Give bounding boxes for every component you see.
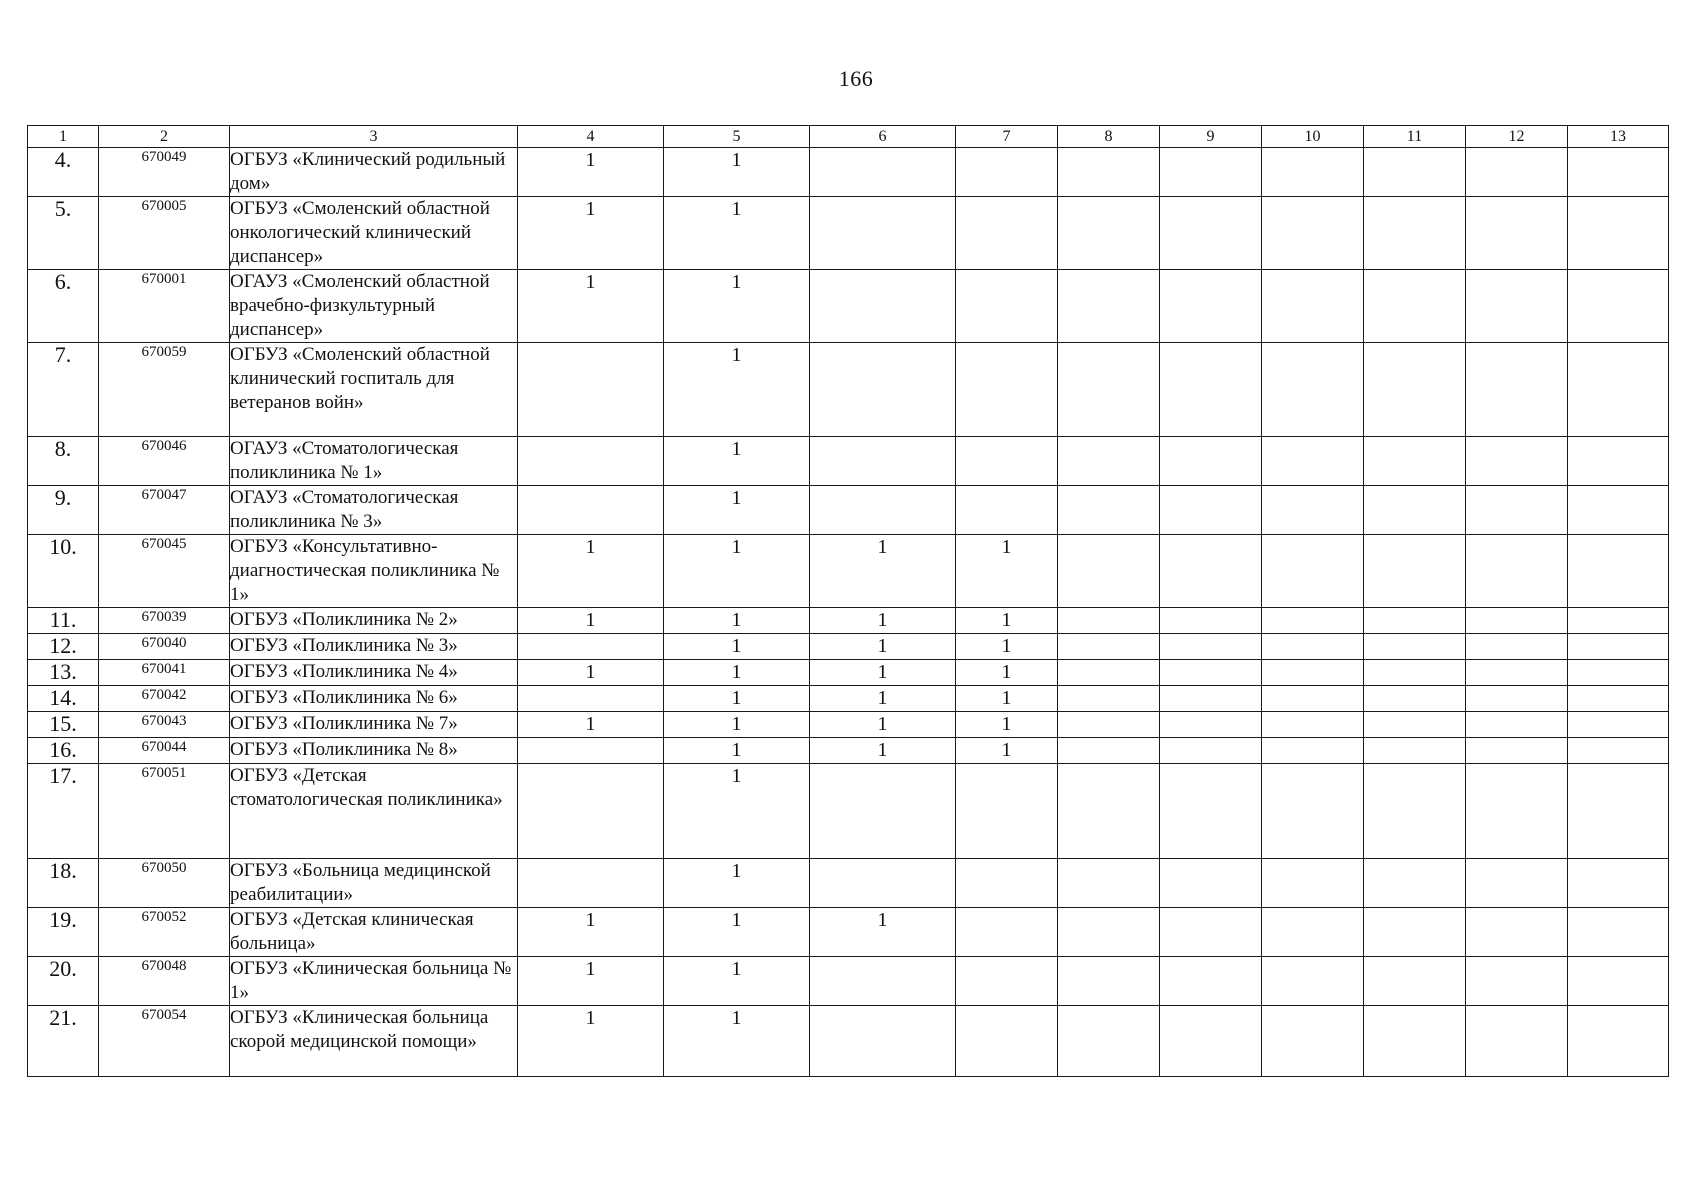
organization-code: 670001 — [99, 270, 230, 343]
organization-code: 670048 — [99, 957, 230, 1006]
value-cell-col-7 — [956, 270, 1058, 343]
value-cell-col-11 — [1364, 957, 1466, 1006]
table-row — [28, 764, 1669, 859]
value-cell-col-6 — [810, 486, 956, 535]
value-cell-col-7: 1 — [956, 712, 1058, 738]
value-cell-col-8 — [1058, 634, 1160, 660]
value-cell-col-11 — [1364, 608, 1466, 634]
value-cell-col-4 — [518, 634, 664, 660]
value-cell-col-5: 1 — [664, 608, 810, 634]
table-row — [28, 1006, 1669, 1077]
column-header-6: 6 — [810, 126, 956, 148]
row-number: 10. — [28, 535, 99, 608]
data-table — [27, 125, 1669, 1077]
value-cell-col-7: 1 — [956, 660, 1058, 686]
value-cell-col-8 — [1058, 343, 1160, 437]
column-header-4: 4 — [518, 126, 664, 148]
value-cell-col-9 — [1160, 634, 1262, 660]
value-cell-col-9 — [1160, 957, 1262, 1006]
table-row — [28, 908, 1669, 957]
table-row — [28, 957, 1669, 1006]
value-cell-col-7 — [956, 486, 1058, 535]
value-cell-col-10 — [1262, 634, 1364, 660]
table-row — [28, 686, 1669, 712]
value-cell-col-12 — [1466, 148, 1568, 197]
column-header-8: 8 — [1058, 126, 1160, 148]
value-cell-col-8 — [1058, 859, 1160, 908]
value-cell-col-12 — [1466, 1006, 1568, 1077]
column-header-11: 11 — [1364, 126, 1466, 148]
value-cell-col-6 — [810, 197, 956, 270]
value-cell-col-4 — [518, 686, 664, 712]
value-cell-col-9 — [1160, 535, 1262, 608]
value-cell-col-11 — [1364, 535, 1466, 608]
value-cell-col-5: 1 — [664, 660, 810, 686]
value-cell-col-11 — [1364, 634, 1466, 660]
table-row — [28, 270, 1669, 343]
value-cell-col-7: 1 — [956, 686, 1058, 712]
value-cell-col-11 — [1364, 660, 1466, 686]
value-cell-col-7 — [956, 764, 1058, 859]
column-header-13: 13 — [1568, 126, 1669, 148]
column-header-9: 9 — [1160, 126, 1262, 148]
value-cell-col-10 — [1262, 437, 1364, 486]
value-cell-col-5: 1 — [664, 957, 810, 1006]
value-cell-col-10 — [1262, 660, 1364, 686]
organization-code: 670049 — [99, 148, 230, 197]
organization-code: 670039 — [99, 608, 230, 634]
value-cell-col-12 — [1466, 764, 1568, 859]
value-cell-col-12 — [1466, 197, 1568, 270]
column-header-7: 7 — [956, 126, 1058, 148]
value-cell-col-10 — [1262, 957, 1364, 1006]
organization-code: 670051 — [99, 764, 230, 859]
value-cell-col-7 — [956, 148, 1058, 197]
value-cell-col-6 — [810, 957, 956, 1006]
value-cell-col-12 — [1466, 437, 1568, 486]
row-number: 16. — [28, 738, 99, 764]
value-cell-col-10 — [1262, 608, 1364, 634]
value-cell-col-10 — [1262, 1006, 1364, 1077]
value-cell-col-10 — [1262, 343, 1364, 437]
value-cell-col-5: 1 — [664, 712, 810, 738]
value-cell-col-5: 1 — [664, 634, 810, 660]
value-cell-col-5: 1 — [664, 197, 810, 270]
value-cell-col-4: 1 — [518, 608, 664, 634]
value-cell-col-13 — [1568, 908, 1669, 957]
value-cell-col-5: 1 — [664, 686, 810, 712]
value-cell-col-4: 1 — [518, 148, 664, 197]
value-cell-col-12 — [1466, 535, 1568, 608]
value-cell-col-5: 1 — [664, 343, 810, 437]
organization-name: ОГБУЗ «Клиническая больница № 1» — [230, 957, 518, 1006]
organization-name: ОГБУЗ «Поликлиника № 3» — [230, 634, 518, 660]
organization-name: ОГБУЗ «Детская стоматологическая поликлиника» — [230, 764, 518, 859]
table-row — [28, 608, 1669, 634]
value-cell-col-6 — [810, 437, 956, 486]
value-cell-col-13 — [1568, 738, 1669, 764]
value-cell-col-13 — [1568, 712, 1669, 738]
value-cell-col-4 — [518, 486, 664, 535]
value-cell-col-9 — [1160, 197, 1262, 270]
organization-code: 670041 — [99, 660, 230, 686]
value-cell-col-8 — [1058, 270, 1160, 343]
value-cell-col-12 — [1466, 486, 1568, 535]
row-number: 11. — [28, 608, 99, 634]
value-cell-col-4 — [518, 859, 664, 908]
value-cell-col-10 — [1262, 712, 1364, 738]
table-row — [28, 634, 1669, 660]
value-cell-col-5: 1 — [664, 738, 810, 764]
value-cell-col-5: 1 — [664, 437, 810, 486]
value-cell-col-6: 1 — [810, 608, 956, 634]
value-cell-col-12 — [1466, 686, 1568, 712]
value-cell-col-6 — [810, 270, 956, 343]
value-cell-col-11 — [1364, 908, 1466, 957]
value-cell-col-5: 1 — [664, 908, 810, 957]
value-cell-col-11 — [1364, 486, 1466, 535]
column-header-1: 1 — [28, 126, 99, 148]
row-number: 7. — [28, 343, 99, 437]
row-number: 15. — [28, 712, 99, 738]
value-cell-col-5: 1 — [664, 486, 810, 535]
value-cell-col-6: 1 — [810, 535, 956, 608]
row-number: 18. — [28, 859, 99, 908]
table-row — [28, 486, 1669, 535]
value-cell-col-4 — [518, 343, 664, 437]
row-number: 12. — [28, 634, 99, 660]
value-cell-col-4: 1 — [518, 1006, 664, 1077]
organization-name: ОГБУЗ «Больница медицинской реабилитации» — [230, 859, 518, 908]
value-cell-col-12 — [1466, 859, 1568, 908]
value-cell-col-13 — [1568, 634, 1669, 660]
value-cell-col-13 — [1568, 764, 1669, 859]
column-header-2: 2 — [99, 126, 230, 148]
value-cell-col-9 — [1160, 437, 1262, 486]
value-cell-col-13 — [1568, 1006, 1669, 1077]
value-cell-col-4: 1 — [518, 712, 664, 738]
value-cell-col-11 — [1364, 197, 1466, 270]
value-cell-col-6 — [810, 1006, 956, 1077]
value-cell-col-12 — [1466, 712, 1568, 738]
value-cell-col-13 — [1568, 859, 1669, 908]
table-row — [28, 148, 1669, 197]
value-cell-col-8 — [1058, 437, 1160, 486]
row-number: 14. — [28, 686, 99, 712]
value-cell-col-12 — [1466, 608, 1568, 634]
value-cell-col-11 — [1364, 1006, 1466, 1077]
value-cell-col-7 — [956, 908, 1058, 957]
organization-code: 670045 — [99, 535, 230, 608]
value-cell-col-8 — [1058, 486, 1160, 535]
organization-code: 670042 — [99, 686, 230, 712]
row-number: 13. — [28, 660, 99, 686]
value-cell-col-8 — [1058, 608, 1160, 634]
value-cell-col-12 — [1466, 343, 1568, 437]
value-cell-col-8 — [1058, 686, 1160, 712]
organization-code: 670047 — [99, 486, 230, 535]
value-cell-col-6: 1 — [810, 712, 956, 738]
value-cell-col-8 — [1058, 764, 1160, 859]
value-cell-col-11 — [1364, 738, 1466, 764]
table-row — [28, 343, 1669, 437]
value-cell-col-9 — [1160, 686, 1262, 712]
value-cell-col-12 — [1466, 908, 1568, 957]
organization-code: 670044 — [99, 738, 230, 764]
value-cell-col-12 — [1466, 270, 1568, 343]
value-cell-col-9 — [1160, 738, 1262, 764]
organization-code: 670059 — [99, 343, 230, 437]
page-number: 166 — [838, 66, 874, 91]
value-cell-col-13 — [1568, 270, 1669, 343]
value-cell-col-6 — [810, 148, 956, 197]
table-row — [28, 535, 1669, 608]
value-cell-col-6: 1 — [810, 738, 956, 764]
value-cell-col-11 — [1364, 343, 1466, 437]
value-cell-col-7: 1 — [956, 608, 1058, 634]
value-cell-col-11 — [1364, 712, 1466, 738]
value-cell-col-8 — [1058, 957, 1160, 1006]
column-header-5: 5 — [664, 126, 810, 148]
organization-name: ОГБУЗ «Смоленский областной онкологический клинический диспансер» — [230, 197, 518, 270]
value-cell-col-13 — [1568, 608, 1669, 634]
value-cell-col-13 — [1568, 957, 1669, 1006]
table-row — [28, 712, 1669, 738]
value-cell-col-6: 1 — [810, 686, 956, 712]
row-number: 5. — [28, 197, 99, 270]
organization-name: ОГБУЗ «Консультативно-диагностическая поликлиника № 1» — [230, 535, 518, 608]
value-cell-col-9 — [1160, 148, 1262, 197]
organization-code: 670052 — [99, 908, 230, 957]
value-cell-col-6: 1 — [810, 634, 956, 660]
value-cell-col-9 — [1160, 343, 1262, 437]
value-cell-col-10 — [1262, 908, 1364, 957]
table-row — [28, 660, 1669, 686]
value-cell-col-9 — [1160, 908, 1262, 957]
organization-code: 670040 — [99, 634, 230, 660]
value-cell-col-11 — [1364, 686, 1466, 712]
value-cell-col-11 — [1364, 437, 1466, 486]
value-cell-col-5: 1 — [664, 1006, 810, 1077]
organization-name: ОГАУЗ «Стоматологическая поликлиника № 1» — [230, 437, 518, 486]
value-cell-col-7 — [956, 437, 1058, 486]
value-cell-col-11 — [1364, 148, 1466, 197]
table-row — [28, 738, 1669, 764]
value-cell-col-9 — [1160, 608, 1262, 634]
value-cell-col-7: 1 — [956, 535, 1058, 608]
value-cell-col-7: 1 — [956, 738, 1058, 764]
value-cell-col-7 — [956, 343, 1058, 437]
value-cell-col-13 — [1568, 197, 1669, 270]
organization-code: 670046 — [99, 437, 230, 486]
value-cell-col-13 — [1568, 148, 1669, 197]
value-cell-col-10 — [1262, 486, 1364, 535]
table-row — [28, 437, 1669, 486]
value-cell-col-8 — [1058, 535, 1160, 608]
organization-name: ОГБУЗ «Клинический родильный дом» — [230, 148, 518, 197]
organization-name: ОГАУЗ «Стоматологическая поликлиника № 3» — [230, 486, 518, 535]
value-cell-col-8 — [1058, 660, 1160, 686]
value-cell-col-9 — [1160, 764, 1262, 859]
value-cell-col-8 — [1058, 148, 1160, 197]
value-cell-col-9 — [1160, 859, 1262, 908]
value-cell-col-5: 1 — [664, 148, 810, 197]
organization-name: ОГБУЗ «Поликлиника № 2» — [230, 608, 518, 634]
value-cell-col-13 — [1568, 660, 1669, 686]
row-number: 19. — [28, 908, 99, 957]
organization-name: ОГБУЗ «Поликлиника № 7» — [230, 712, 518, 738]
value-cell-col-4 — [518, 738, 664, 764]
organization-name: ОГБУЗ «Детская клиническая больница» — [230, 908, 518, 957]
value-cell-col-8 — [1058, 712, 1160, 738]
value-cell-col-7 — [956, 197, 1058, 270]
value-cell-col-11 — [1364, 859, 1466, 908]
value-cell-col-9 — [1160, 660, 1262, 686]
value-cell-col-10 — [1262, 535, 1364, 608]
value-cell-col-10 — [1262, 148, 1364, 197]
value-cell-col-6 — [810, 764, 956, 859]
value-cell-col-11 — [1364, 270, 1466, 343]
value-cell-col-10 — [1262, 686, 1364, 712]
value-cell-col-10 — [1262, 197, 1364, 270]
value-cell-col-13 — [1568, 437, 1669, 486]
organization-name: ОГБУЗ «Поликлиника № 6» — [230, 686, 518, 712]
value-cell-col-12 — [1466, 660, 1568, 686]
organization-name: ОГАУЗ «Смоленский областной врачебно-физкультурный диспансер» — [230, 270, 518, 343]
value-cell-col-5: 1 — [664, 270, 810, 343]
column-header-10: 10 — [1262, 126, 1364, 148]
row-number: 21. — [28, 1006, 99, 1077]
value-cell-col-5: 1 — [664, 764, 810, 859]
column-header-12: 12 — [1466, 126, 1568, 148]
value-cell-col-6 — [810, 343, 956, 437]
value-cell-col-11 — [1364, 764, 1466, 859]
value-cell-col-10 — [1262, 764, 1364, 859]
table-row — [28, 197, 1669, 270]
value-cell-col-4: 1 — [518, 270, 664, 343]
value-cell-col-12 — [1466, 738, 1568, 764]
value-cell-col-7 — [956, 957, 1058, 1006]
value-cell-col-7: 1 — [956, 634, 1058, 660]
value-cell-col-4: 1 — [518, 535, 664, 608]
row-number: 6. — [28, 270, 99, 343]
value-cell-col-8 — [1058, 1006, 1160, 1077]
value-cell-col-13 — [1568, 686, 1669, 712]
value-cell-col-9 — [1160, 712, 1262, 738]
value-cell-col-6 — [810, 859, 956, 908]
value-cell-col-4: 1 — [518, 660, 664, 686]
value-cell-col-12 — [1466, 957, 1568, 1006]
column-header-3: 3 — [230, 126, 518, 148]
organization-name: ОГБУЗ «Поликлиника № 8» — [230, 738, 518, 764]
value-cell-col-6: 1 — [810, 908, 956, 957]
value-cell-col-10 — [1262, 738, 1364, 764]
row-number: 8. — [28, 437, 99, 486]
value-cell-col-10 — [1262, 270, 1364, 343]
row-number: 4. — [28, 148, 99, 197]
row-number: 9. — [28, 486, 99, 535]
value-cell-col-9 — [1160, 270, 1262, 343]
value-cell-col-13 — [1568, 486, 1669, 535]
value-cell-col-10 — [1262, 859, 1364, 908]
value-cell-col-4 — [518, 764, 664, 859]
value-cell-col-12 — [1466, 634, 1568, 660]
value-cell-col-4 — [518, 437, 664, 486]
value-cell-col-13 — [1568, 343, 1669, 437]
header-row — [28, 126, 1669, 148]
value-cell-col-8 — [1058, 197, 1160, 270]
value-cell-col-4: 1 — [518, 908, 664, 957]
value-cell-col-4: 1 — [518, 957, 664, 1006]
organization-code: 670043 — [99, 712, 230, 738]
value-cell-col-4: 1 — [518, 197, 664, 270]
value-cell-col-13 — [1568, 535, 1669, 608]
value-cell-col-8 — [1058, 908, 1160, 957]
value-cell-col-5: 1 — [664, 535, 810, 608]
value-cell-col-6: 1 — [810, 660, 956, 686]
organization-code: 670050 — [99, 859, 230, 908]
organization-code: 670005 — [99, 197, 230, 270]
organization-code: 670054 — [99, 1006, 230, 1077]
value-cell-col-7 — [956, 1006, 1058, 1077]
organization-name: ОГБУЗ «Поликлиника № 4» — [230, 660, 518, 686]
value-cell-col-9 — [1160, 486, 1262, 535]
row-number: 17. — [28, 764, 99, 859]
value-cell-col-9 — [1160, 1006, 1262, 1077]
organization-name: ОГБУЗ «Клиническая больница скорой медицинской помощи» — [230, 1006, 518, 1077]
value-cell-col-5: 1 — [664, 859, 810, 908]
value-cell-col-8 — [1058, 738, 1160, 764]
value-cell-col-7 — [956, 859, 1058, 908]
table-row — [28, 859, 1669, 908]
organization-name: ОГБУЗ «Смоленский областной клинический госпиталь для ветеранов войн» — [230, 343, 518, 437]
row-number: 20. — [28, 957, 99, 1006]
